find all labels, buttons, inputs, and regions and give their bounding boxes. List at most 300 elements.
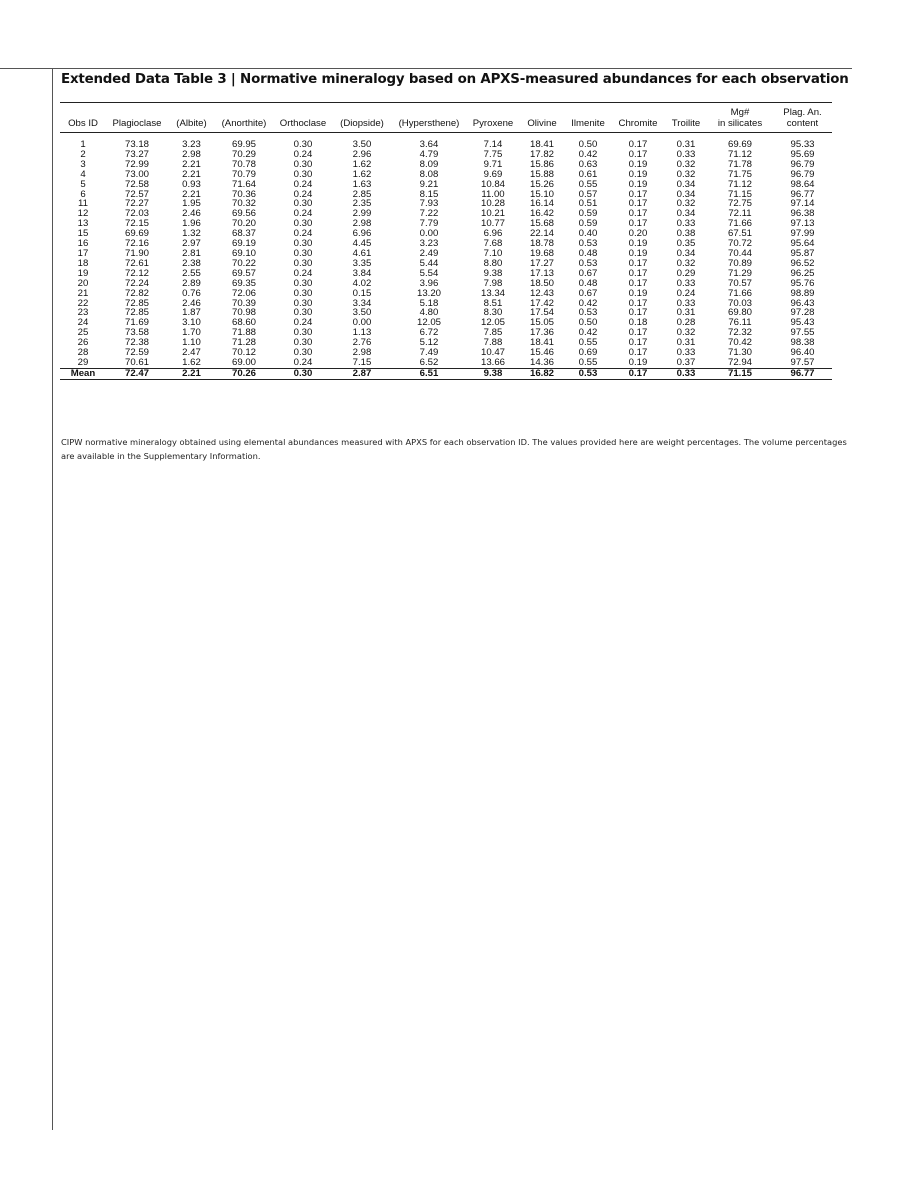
table-cell: 0.34 <box>676 247 696 259</box>
table-cell: 0.35 <box>676 238 696 250</box>
table-cell: 7.88 <box>483 337 503 349</box>
table-cell: 5.18 <box>419 297 439 309</box>
table-cell: 1.10 <box>182 337 201 349</box>
column-header: Plagioclase <box>106 103 168 133</box>
table-cell: 0.59 <box>578 218 598 230</box>
table-cell: 2.85 <box>352 188 372 200</box>
table-row <box>60 259 832 269</box>
table-cell: 72.15 <box>124 218 149 230</box>
table-cell: 1.70 <box>182 327 201 339</box>
table-cell: 0.33 <box>676 148 696 160</box>
table-cell: 0.17 <box>628 297 648 309</box>
table-cell: 0.30 <box>293 307 313 319</box>
table-cell: 95.76 <box>790 277 815 289</box>
table-cell: 7.75 <box>483 148 503 160</box>
table-cell: 73.00 <box>124 168 149 180</box>
table-cell: 95.43 <box>790 317 815 329</box>
table-cell: 3.50 <box>352 307 372 319</box>
column-header: (Hypersthene) <box>391 103 467 133</box>
table-cell: 2.35 <box>352 198 372 210</box>
table-cell: 70.32 <box>231 198 256 210</box>
table-row <box>60 229 832 239</box>
table-cell: 7.85 <box>483 327 503 339</box>
table-cell: 9.38 <box>483 267 503 279</box>
table-cell: 95.87 <box>790 247 815 259</box>
table-cell: 71.15 <box>727 188 752 200</box>
table-cell: 3.34 <box>352 297 372 309</box>
mean-cell: 0.30 <box>273 368 333 379</box>
table-cell: 0.17 <box>628 307 648 319</box>
table-cell: 2.46 <box>182 208 201 220</box>
table-cell: 10.84 <box>480 178 505 190</box>
table-cell: 4.80 <box>419 307 439 319</box>
table-cell: 18.41 <box>529 139 554 150</box>
mean-cell: 16.82 <box>519 368 565 379</box>
table-cell: 0.53 <box>578 238 598 250</box>
table-cell: 17.54 <box>529 307 554 319</box>
table-cell: 8.30 <box>483 307 503 319</box>
table-cell: 70.42 <box>727 337 752 349</box>
table-cell: 0.33 <box>676 297 696 309</box>
table-cell: 13.34 <box>480 287 505 299</box>
table-row <box>60 299 832 309</box>
table-cell: 98.64 <box>790 178 815 190</box>
table-cell: 23 <box>77 307 89 319</box>
table-cell: 0.24 <box>293 178 313 190</box>
table-cell: 2.21 <box>182 158 201 170</box>
table-cell: 0.32 <box>676 257 696 269</box>
table-cell: 0.17 <box>628 188 648 200</box>
table-cell: 71.78 <box>727 158 752 170</box>
table-cell: 0.24 <box>293 188 313 200</box>
table-cell: 15.88 <box>529 168 554 180</box>
table-cell: 0.30 <box>293 337 313 349</box>
table-cell: 69.56 <box>231 208 256 220</box>
table-cell: 22 <box>77 297 89 309</box>
table-cell: 0.30 <box>293 327 313 339</box>
table-cell: 4.61 <box>352 247 372 259</box>
table-cell: 5.54 <box>419 267 439 279</box>
table-cell: 69.69 <box>124 228 149 240</box>
table-cell: 19 <box>77 267 89 279</box>
table-row <box>60 170 832 180</box>
table-cell: 8.09 <box>419 158 439 170</box>
table-cell: 2.81 <box>182 247 201 259</box>
table-cell: 2.98 <box>352 347 372 359</box>
table-cell: 17.82 <box>529 148 554 160</box>
table-cell: 7.22 <box>419 208 439 220</box>
table-cell: 5 <box>80 178 86 190</box>
table-cell: 3 <box>80 158 86 170</box>
table-cell: 0.17 <box>628 139 648 150</box>
table-cell: 0.24 <box>293 148 313 160</box>
table-cell: 71.66 <box>727 287 752 299</box>
table-cell: 0.59 <box>578 208 598 220</box>
table-cell: 0.76 <box>182 287 201 299</box>
table-cell: 6.96 <box>352 228 372 240</box>
table-row <box>60 328 832 338</box>
table-cell: 2.98 <box>182 148 201 160</box>
table-cell: 0.31 <box>676 139 696 150</box>
table-cell: 13.66 <box>480 356 505 368</box>
table-cell: 0.19 <box>628 356 648 368</box>
table-cell: 0.31 <box>676 307 696 319</box>
mean-cell: 72.47 <box>106 368 168 379</box>
mean-cell: 6.51 <box>391 368 467 379</box>
table-cell: 2.97 <box>182 238 201 250</box>
table-cell: 0.53 <box>578 307 598 319</box>
table-cell: 3.35 <box>352 257 372 269</box>
table-cell: 9.69 <box>483 168 503 180</box>
table-row <box>60 348 832 358</box>
table-cell: 0.53 <box>578 257 598 269</box>
table-cell: 0.17 <box>628 198 648 210</box>
column-header: Orthoclase <box>273 103 333 133</box>
table-cell: 73.27 <box>124 148 149 160</box>
table-cell: 0.30 <box>293 158 313 170</box>
table-cell: 69.10 <box>231 247 256 259</box>
table-cell: 12.05 <box>416 317 441 329</box>
table-cell: 0.40 <box>578 228 598 240</box>
table-row <box>60 180 832 190</box>
table-cell: 0.18 <box>628 317 648 329</box>
table-cell: 5.12 <box>419 337 439 349</box>
table-cell: 0.17 <box>628 148 648 160</box>
table-cell: 1.62 <box>352 168 372 180</box>
table-cell: 96.79 <box>790 158 815 170</box>
table-cell: 18.41 <box>529 337 554 349</box>
table-cell: 71.29 <box>727 267 752 279</box>
table-row <box>60 279 832 289</box>
table-cell: 71.64 <box>231 178 256 190</box>
table-cell: 72.75 <box>727 198 752 210</box>
mean-cell: 2.21 <box>168 368 215 379</box>
table-cell: 0.30 <box>293 218 313 230</box>
header-row <box>60 103 832 133</box>
table-cell: 96.43 <box>790 297 815 309</box>
table-cell: 12.05 <box>480 317 505 329</box>
table-cell: 3.23 <box>419 238 439 250</box>
table-cell: 0.55 <box>578 178 598 190</box>
table-cell: 70.98 <box>231 307 256 319</box>
table-row <box>60 358 832 368</box>
table-cell: 0.34 <box>676 208 696 220</box>
table-cell: 69.95 <box>231 139 256 150</box>
table-cell: 28 <box>77 347 89 359</box>
table-cell: 8.08 <box>419 168 439 180</box>
table-caption: CIPW normative mineralogy obtained using elemental abundances measured with APXS for each observation ID. The values provided here are weight percentages. The volume percentages are available in the Supplementary Information. <box>61 437 847 461</box>
table-cell: 0.69 <box>578 347 598 359</box>
table-cell: 15 <box>77 228 89 240</box>
column-header: Chromite <box>611 103 665 133</box>
mean-cell: 0.33 <box>665 368 707 379</box>
table-cell: 4.45 <box>352 238 372 250</box>
table-cell: 14.36 <box>529 356 554 368</box>
table-cell: 0.30 <box>293 139 313 150</box>
table-cell: 0.17 <box>628 327 648 339</box>
table-cell: 0.00 <box>419 228 439 240</box>
table-cell: 0.30 <box>293 277 313 289</box>
table-cell: 70.39 <box>231 297 256 309</box>
table-cell: 0.61 <box>578 168 598 180</box>
table-cell: 29 <box>77 356 89 368</box>
table-cell: 17.42 <box>529 297 554 309</box>
table-cell: 0.19 <box>628 168 648 180</box>
column-header: Plag. An. content <box>773 103 832 133</box>
table-cell: 71.12 <box>727 148 752 160</box>
table-cell: 2.98 <box>352 218 372 230</box>
table-row <box>60 199 832 209</box>
table-cell: 0.17 <box>628 267 648 279</box>
table-cell: 0.33 <box>676 277 696 289</box>
mean-row <box>60 368 832 379</box>
table-cell: 95.64 <box>790 238 815 250</box>
table-cell: 2.47 <box>182 347 201 359</box>
table-cell: 98.89 <box>790 287 815 299</box>
table-cell: 98.38 <box>790 337 815 349</box>
table-cell: 73.18 <box>124 139 149 150</box>
top-rule <box>0 68 852 69</box>
table-cell: 0.30 <box>293 247 313 259</box>
table-cell: 0.19 <box>628 238 648 250</box>
table-cell: 0.00 <box>352 317 372 329</box>
table-cell: 0.32 <box>676 327 696 339</box>
mean-cell: 96.77 <box>773 368 832 379</box>
table-row <box>60 318 832 328</box>
table-cell: 0.32 <box>676 158 696 170</box>
table-cell: 15.05 <box>529 317 554 329</box>
table-cell: 7.79 <box>419 218 439 230</box>
table-cell: 72.12 <box>124 267 149 279</box>
mean-cell: 70.26 <box>215 368 273 379</box>
table-cell: 0.37 <box>676 356 696 368</box>
table-cell: 70.89 <box>727 257 752 269</box>
table-cell: 2.55 <box>182 267 201 279</box>
table-cell: 0.38 <box>676 228 696 240</box>
table-cell: 1.62 <box>182 356 201 368</box>
table-cell: 10.28 <box>480 198 505 210</box>
table-cell: 2.76 <box>352 337 372 349</box>
table-cell: 7.15 <box>352 356 372 368</box>
table-cell: 72.27 <box>124 198 149 210</box>
table-cell: 71.66 <box>727 218 752 230</box>
table-cell: 71.88 <box>231 327 256 339</box>
table-cell: 0.30 <box>293 287 313 299</box>
table-cell: 71.69 <box>124 317 149 329</box>
table-cell: 0.17 <box>628 208 648 220</box>
table-cell: 69.80 <box>727 307 752 319</box>
table-cell: 7.93 <box>419 198 439 210</box>
table-cell: 97.57 <box>790 356 815 368</box>
table-cell: 70.79 <box>231 168 256 180</box>
table-cell: 0.19 <box>628 247 648 259</box>
table-cell: 0.24 <box>293 208 313 220</box>
table-cell: 2.89 <box>182 277 201 289</box>
table-cell: 1.87 <box>182 307 201 319</box>
table-cell: 16 <box>77 238 89 250</box>
table-cell: 4.02 <box>352 277 372 289</box>
table-cell: 72.32 <box>727 327 752 339</box>
table-cell: 1.63 <box>352 178 372 190</box>
table-cell: 20 <box>77 277 89 289</box>
table-cell: 12 <box>77 208 89 220</box>
table-cell: 18 <box>77 257 89 269</box>
table-body <box>60 133 832 380</box>
table-header <box>60 103 832 133</box>
table-cell: 26 <box>77 337 89 349</box>
table-cell: 0.42 <box>578 297 598 309</box>
table-cell: 0.19 <box>628 287 648 299</box>
column-header: (Albite) <box>168 103 215 133</box>
mineralogy-table <box>60 102 832 380</box>
table-cell: 3.50 <box>352 139 372 150</box>
table-cell: 73.58 <box>124 327 149 339</box>
table-cell: 1 <box>80 139 86 150</box>
table-cell: 70.20 <box>231 218 256 230</box>
table-cell: 1.32 <box>182 228 201 240</box>
table-cell: 6.72 <box>419 327 439 339</box>
table-cell: 72.59 <box>124 347 149 359</box>
mean-cell: 9.38 <box>467 368 519 379</box>
table-row <box>60 239 832 249</box>
table-cell: 0.55 <box>578 337 598 349</box>
table-cell: 4 <box>80 168 86 180</box>
table-cell: 97.13 <box>790 218 815 230</box>
table-cell: 72.94 <box>727 356 752 368</box>
table-cell: 0.17 <box>628 347 648 359</box>
table-cell: 95.69 <box>790 148 815 160</box>
table-cell: 0.33 <box>676 218 696 230</box>
table-cell: 96.79 <box>790 168 815 180</box>
table-cell: 97.55 <box>790 327 815 339</box>
table-cell: 0.67 <box>578 287 598 299</box>
table-cell: 0.48 <box>578 277 598 289</box>
table-cell: 0.34 <box>676 188 696 200</box>
table-cell: 0.30 <box>293 347 313 359</box>
table-cell: 17 <box>77 247 89 259</box>
table-cell: 17.27 <box>529 257 554 269</box>
table-cell: 7.14 <box>483 139 503 150</box>
table-cell: 70.72 <box>727 238 752 250</box>
table-cell: 18.78 <box>529 238 554 250</box>
mean-cell: 0.17 <box>611 368 665 379</box>
table-cell: 0.19 <box>628 178 648 190</box>
table-cell: 0.67 <box>578 267 598 279</box>
table-cell: 0.17 <box>628 218 648 230</box>
table-cell: 0.63 <box>578 158 598 170</box>
left-rule <box>52 68 53 1130</box>
table-cell: 76.11 <box>728 317 752 329</box>
table-row <box>60 289 832 299</box>
table-cell: 15.68 <box>529 218 554 230</box>
table-cell: 0.48 <box>578 247 598 259</box>
table-cell: 69.35 <box>231 277 256 289</box>
table-cell: 11 <box>78 198 88 210</box>
table-cell: 69.69 <box>727 139 752 150</box>
table-cell: 70.22 <box>231 257 256 269</box>
table-cell: 6.52 <box>419 356 439 368</box>
table-cell: 22.14 <box>529 228 554 240</box>
table-cell: 0.24 <box>293 356 313 368</box>
table-cell: 70.29 <box>231 148 256 160</box>
table-cell: 13 <box>77 218 89 230</box>
table-cell: 2.38 <box>182 257 201 269</box>
table-title: Extended Data Table 3 | Normative mineralogy based on APXS-measured abundances for each observation <box>61 72 849 87</box>
table-cell: 97.14 <box>790 198 815 210</box>
table-cell: 0.33 <box>676 347 696 359</box>
table-cell: 17.36 <box>529 327 554 339</box>
table-cell: 7.98 <box>483 277 503 289</box>
table-cell: 1.95 <box>182 198 201 210</box>
table-cell: 0.30 <box>293 198 313 210</box>
table-cell: 6.96 <box>483 228 503 240</box>
table-cell: 70.12 <box>231 347 256 359</box>
table-cell: 7.49 <box>419 347 439 359</box>
table-cell: 69.19 <box>231 238 256 250</box>
table-cell: 10.21 <box>480 208 505 220</box>
table-cell: 0.93 <box>182 178 201 190</box>
table-cell: 0.15 <box>352 287 372 299</box>
table-cell: 0.42 <box>578 327 598 339</box>
table-cell: 16.14 <box>529 198 554 210</box>
table-cell: 0.28 <box>676 317 696 329</box>
table-cell: 95.33 <box>790 139 815 150</box>
table-cell: 96.40 <box>790 347 815 359</box>
table-cell: 0.34 <box>676 178 696 190</box>
table-cell: 5.44 <box>419 257 439 269</box>
mean-cell: Mean <box>60 368 106 379</box>
table-cell: 72.61 <box>124 257 149 269</box>
table-row <box>60 160 832 170</box>
table-cell: 72.06 <box>231 287 256 299</box>
table-cell: 25 <box>77 327 89 339</box>
table-cell: 72.85 <box>124 307 149 319</box>
table-cell: 0.32 <box>676 168 696 180</box>
table-cell: 0.30 <box>293 257 313 269</box>
table-row <box>60 338 832 348</box>
table-cell: 9.71 <box>483 158 503 170</box>
table-cell: 0.31 <box>676 337 696 349</box>
table-cell: 0.30 <box>293 297 313 309</box>
table-cell: 2.96 <box>352 148 372 160</box>
table-cell: 7.10 <box>483 247 503 259</box>
table-cell: 71.28 <box>231 337 256 349</box>
table-cell: 10.77 <box>480 218 505 230</box>
table-cell: 96.38 <box>790 208 815 220</box>
table-cell: 97.99 <box>790 228 815 240</box>
table-cell: 2.21 <box>182 188 201 200</box>
column-header: (Anorthite) <box>215 103 273 133</box>
table-cell: 3.23 <box>182 139 201 150</box>
table-cell: 72.58 <box>124 178 149 190</box>
table-cell: 71.30 <box>727 347 752 359</box>
table-cell: 67.51 <box>727 228 752 240</box>
table-cell: 17.13 <box>529 267 554 279</box>
table-cell: 19.68 <box>529 247 554 259</box>
table-cell: 68.60 <box>231 317 256 329</box>
table-cell: 7.68 <box>483 238 503 250</box>
table-cell: 0.55 <box>578 356 598 368</box>
column-header: Troilite <box>665 103 707 133</box>
table-cell: 0.30 <box>293 238 313 250</box>
table-cell: 16.42 <box>529 208 554 220</box>
table-cell: 72.85 <box>124 297 149 309</box>
table-cell: 0.17 <box>628 277 648 289</box>
table-cell: 72.03 <box>124 208 149 220</box>
table-cell: 70.78 <box>231 158 256 170</box>
table-cell: 97.28 <box>790 307 815 319</box>
table-cell: 1.96 <box>182 218 201 230</box>
